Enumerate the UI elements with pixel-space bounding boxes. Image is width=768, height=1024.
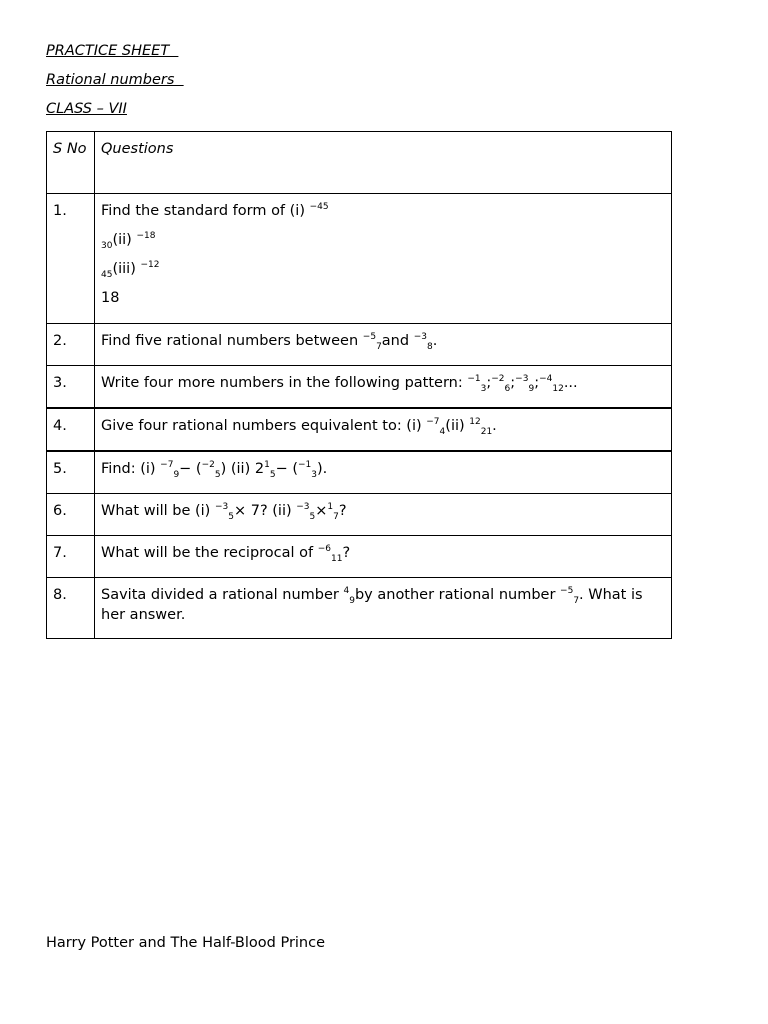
question-text: Write four more numbers in the following pattern: $^{-1}_3$;$^{-2}_6$;$^{-3}_9$;$^{-4}_{12}$... (95, 366, 672, 409)
row-number: 5. (47, 451, 95, 494)
table-row (47, 324, 672, 366)
table-row (47, 494, 672, 536)
row-number: 6. (47, 494, 95, 536)
question-line: 18 (101, 290, 120, 306)
table-row (47, 451, 672, 494)
question-line: Find the standard form of (i) $^{-45}$ (101, 202, 329, 219)
table-row (47, 194, 672, 324)
table-row (47, 578, 672, 639)
row-number: 8. (47, 578, 95, 639)
question-text: Savita divided a rational number $^4_9$by another rational number $^{-5}_7$. What is her answer. (95, 578, 672, 639)
footer-text: Harry Potter and The Half-Blood Prince (46, 935, 326, 951)
row-number: 7. (47, 536, 95, 578)
sheet-topic: Rational numbers (46, 72, 184, 88)
question-text: Find five rational numbers between $^{-5}_7$and $^{-3}_8$. (95, 324, 672, 366)
sheet-class: CLASS – VII (46, 101, 127, 117)
question-text: Give four rational numbers equivalent to: (i) $^{-7}_4$(ii) $^{12}_{21}$. (95, 408, 672, 451)
table-row (47, 536, 672, 578)
question-text: What will be (i) $^{-3}_5$× 7? (ii) $^{-3}_5$×$^1_7$? (95, 494, 672, 536)
table-row (47, 366, 672, 409)
row-number: 4. (47, 408, 95, 451)
row-number: 3. (47, 366, 95, 409)
column-header-sno: S No (47, 132, 95, 194)
question-text: Find: (i) $^{-7}_9$− ($^{-2}_5$) (ii) $2^1_5- (^{-1}_3)$. (95, 451, 672, 494)
sheet-title: PRACTICE SHEET (46, 43, 179, 59)
row-number: 2. (47, 324, 95, 366)
questions-table (46, 131, 672, 639)
row-number: 1. (47, 194, 95, 324)
table-header-row (47, 132, 672, 194)
question-line: $_{30}$(ii) $^{-18}$ (101, 231, 156, 251)
question-text: What will be the reciprocal of $^{-6}_{11}$? (95, 536, 672, 578)
question-text (95, 194, 672, 324)
table-row (47, 408, 672, 451)
question-line: $_{45}$(iii) $^{-12}$ (101, 260, 160, 280)
column-header-questions: Questions (95, 132, 672, 194)
